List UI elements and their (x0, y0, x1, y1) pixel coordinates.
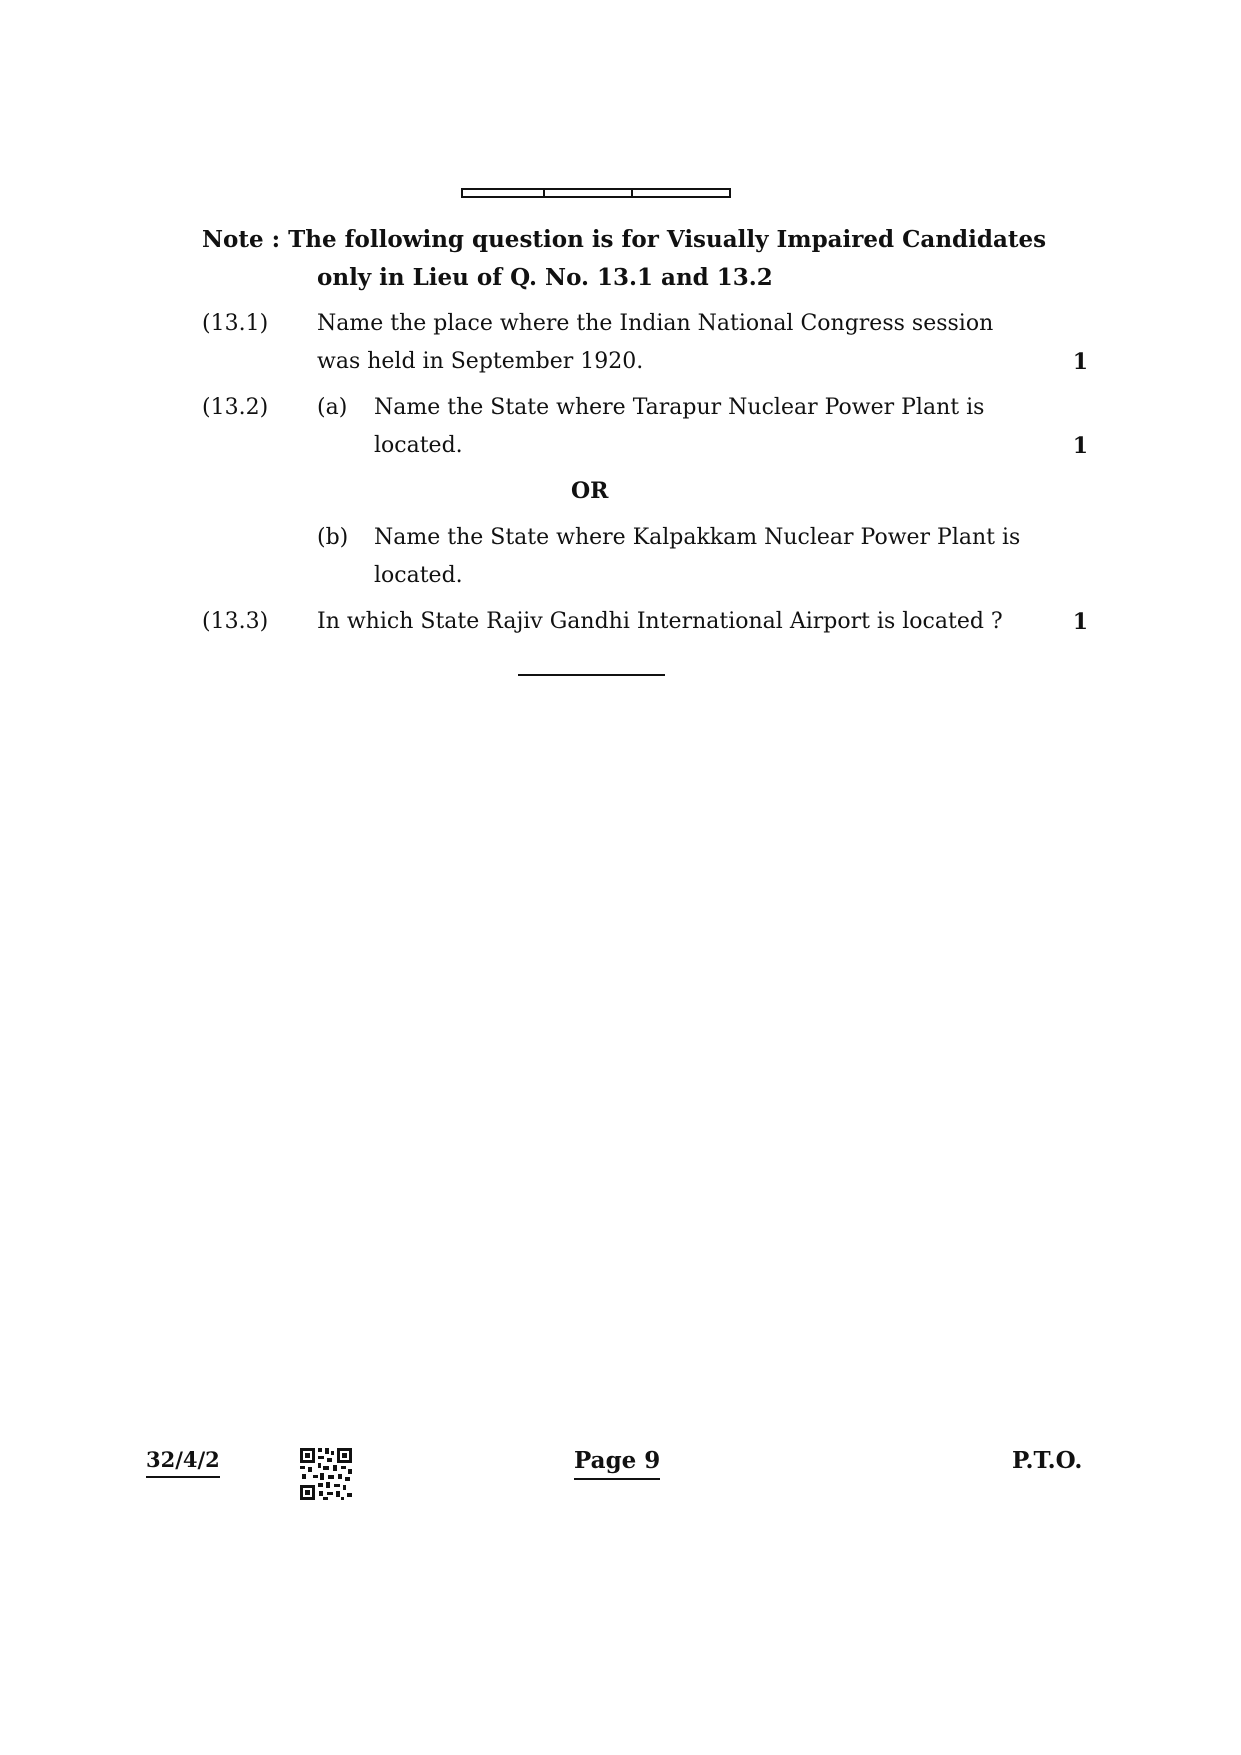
bar-tick (543, 188, 545, 198)
part-label: (a) (317, 395, 348, 420)
bar-tick (631, 188, 633, 198)
question-text-line: was held in September 1920. (317, 349, 644, 374)
question-number: (13.3) (202, 609, 269, 634)
note-line-1: Note : The following question is for Visually Impaired Candidates (202, 226, 1047, 253)
question-text-line: Name the place where the Indian National Congress session (317, 311, 994, 336)
top-divider-bar (461, 188, 731, 198)
please-turn-over: P.T.O. (1012, 1447, 1083, 1474)
question-text-line: Name the State where Tarapur Nuclear Power Plant is (374, 395, 985, 420)
page-number: Page 9 (574, 1447, 660, 1480)
paper-code: 32/4/2 (146, 1447, 220, 1478)
question-number: (13.2) (202, 395, 269, 420)
marks-value: 1 (1072, 349, 1088, 375)
question-text-line: In which State Rajiv Gandhi International Airport is located ? (317, 609, 1003, 634)
question-text-line: located. (374, 563, 463, 588)
question-number: (13.1) (202, 311, 269, 336)
marks-value: 1 (1072, 609, 1088, 635)
note-line-2: only in Lieu of Q. No. 13.1 and 13.2 (317, 264, 773, 291)
marks-value: 1 (1072, 433, 1088, 459)
or-separator: OR (571, 478, 609, 504)
part-label: (b) (317, 525, 349, 550)
end-of-section-rule (518, 674, 665, 676)
question-text-line: Name the State where Kalpakkam Nuclear Power Plant is (374, 525, 1021, 550)
qr-code-icon (299, 1447, 353, 1501)
question-text-line: located. (374, 433, 463, 458)
